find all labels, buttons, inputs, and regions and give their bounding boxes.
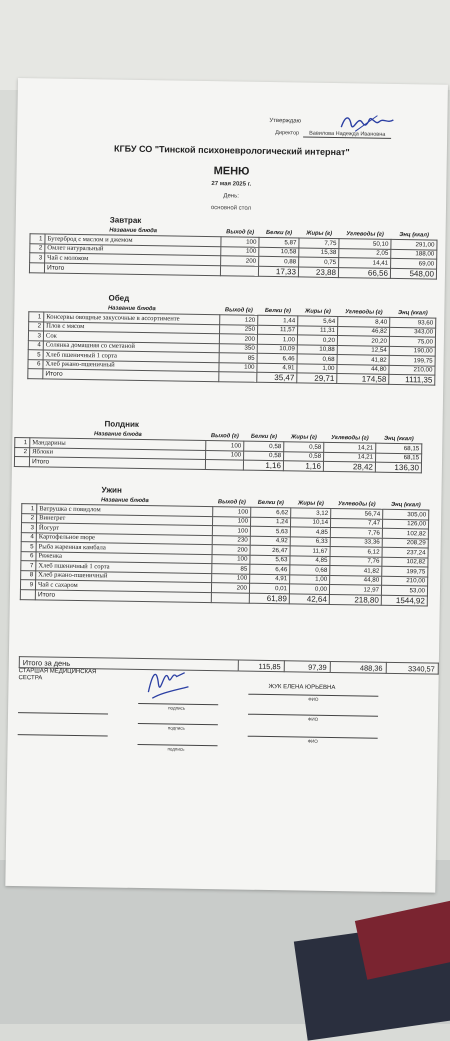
table-row: 8 Хлеб ржано-пшеничный 100 4,91 1,00 44,80 210,00 [21,570,428,586]
signature-line [18,734,108,736]
table-row: 4 Картофельное пюре 230 4,92 6,33 33,36 208,29 [21,532,428,548]
col-dish: Название блюда [109,226,158,234]
col-protein: Белки (г) [266,229,293,236]
fio-caption: ФИО [307,716,319,722]
table-row: 1 Бутерброд с маслом и джемом 100 5,87 7,75 50,10 291,00 [30,234,437,250]
table-row: 3 Йогурт 100 5,63 4,85 7,76 102,82 [21,523,428,539]
nurse-label: СТАРШАЯ МЕДИЦИНСКАЯ СЕСТРА [18,668,97,682]
table-row: 6 Хлеб ржано-пшеничный 100 4,91 1,00 44,80 210,00 [28,359,435,375]
signature-caption: подпись [167,725,185,731]
table-header: Название блюда Выход (г) Белки (г) Жиры (г) Углеводы (г) Энц (ккал) [107,304,428,316]
diet-label: основной стол [210,205,252,212]
day-total-fat: 97,39 [284,661,330,673]
lunch-section [27,292,436,385]
table-row: 3 Сок 200 1,00 0,20 20,20 75,00 [28,331,435,347]
dinner-title: Ужин [101,485,122,495]
table-header: Название блюда Выход (г) Белки (г) Жиры (г) Углеводы (г) Энц (ккал) [100,496,421,508]
dinner-section [20,484,430,606]
breakfast-table [29,224,438,279]
table-row: 7 Хлеб пшеничный 1 сорта 85 6,46 0,68 41,82 199,75 [21,561,428,577]
page-title: МЕНЮ [213,165,250,178]
day-label: День: [223,193,239,200]
table-surface-top [0,0,450,90]
nurse-name: ЖУК ЕЛЕНА ЮРЬЕВНА [268,684,336,692]
total-row: Итого 35,47 29,71 174,58 1111,35 [28,369,435,385]
fio-caption: ФИО [307,738,318,744]
breakfast-title: Завтрак [109,215,142,225]
organization-name: КГБУ СО "Тинской психоневрологический интернат" [114,143,350,158]
day-total-protein: 115,85 [238,660,284,672]
day-total-energy: 3340,57 [386,662,438,674]
snack-table [14,428,423,473]
table-row: 5 Рыба жаренная камбала 200 26,47 11,67 6,12 237,24 [21,542,428,558]
director-line [275,130,391,138]
table-header: Название блюда Выход (г) Белки (г) Жиры (г) Углеводы (г) Энц (ккал) [93,430,414,442]
snack-section [14,418,423,473]
signature-caption: подпись [167,746,185,752]
table-row: 1 Мандарины 100 0,58 0,58 14,21 68,15 [15,437,422,453]
table-row: 4 Солянка домашняя со сметаной 350 10,09 10,88 12,54 190,00 [28,340,435,356]
lunch-title: Обед [108,293,130,303]
table-row: 2 Плов с мясом 250 11,57 11,31 46,82 343,00 [29,321,436,337]
total-row: Итого 1,16 1,16 28,42 136,30 [14,456,421,472]
col-fat: Жиры (г) [306,230,333,237]
table-row: 2 Омлет натуральный 100 10,58 15,38 2,05 188,00 [30,243,437,259]
fio-caption: ФИО [308,696,319,702]
col-energy: Энц (ккал) [399,231,429,238]
col-yield: Выход (г) [226,228,255,236]
col-carbs: Углеводы (г) [346,230,384,238]
day-total-label: Итого за день [19,657,238,671]
table-row: 3 Чай с молоком 200 0,88 0,75 14,41 69,00 [30,253,437,269]
signature-line [18,712,108,714]
signature-caption: подпись [168,705,186,711]
menu-sheet [5,78,448,893]
nurse-signature-icon [138,662,199,703]
menu-date: 27 мая 2025 г. [211,181,252,188]
total-row: Итого 61,89 42,64 218,80 1544,92 [20,589,427,605]
director-name: Вавилова Надежда Ивановна [303,130,391,138]
dinner-table [20,494,430,606]
director-label: Директор [275,130,300,137]
table-row: 1 Ватрушка с повидлом 100 6,62 3,12 56,74 305,00 [22,504,429,520]
approval-label: Утверждаю [269,117,302,125]
table-row: 1 Консервы овощные закусочные в ассортименте 120 1,44 5,64 8,40 93,60 [29,312,436,328]
table-row: 5 Хлеб пшеничный 1 сорта 85 6,46 0,68 41,82 199,75 [28,350,435,366]
snack-title: Полдник [104,419,140,429]
total-row: Итого 17,33 23,88 66,56 548,00 [29,262,436,278]
table-row: 9 Чай с сахаром 200 0,01 0,00 12,97 53,00 [20,580,427,596]
day-total-carbs: 488,36 [330,661,386,673]
table-row: 2 Яблоки 100 0,58 0,58 14,21 68,15 [15,447,422,463]
table-row: 2 Винегрет 100 1,24 10,14 7,47 126,00 [22,513,429,529]
lunch-table [27,302,436,385]
breakfast-section [29,214,438,279]
table-row: 6 Ряженка 100 5,63 4,85 7,76 102,82 [21,551,428,567]
